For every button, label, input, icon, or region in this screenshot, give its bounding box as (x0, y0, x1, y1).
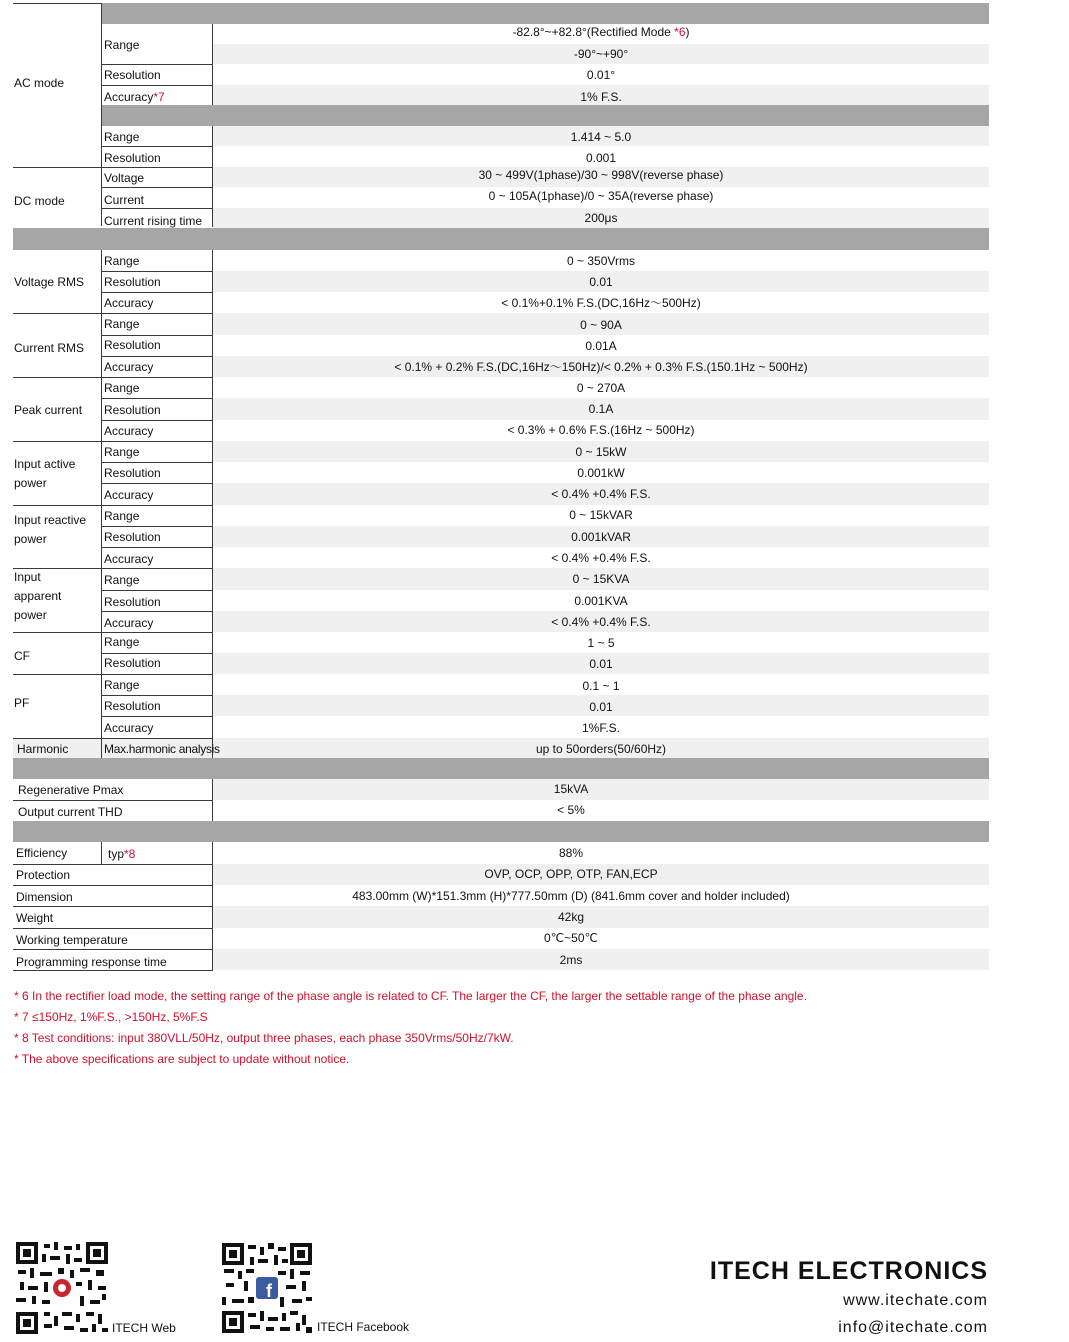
qr-code-web[interactable] (16, 1242, 108, 1334)
qr-facebook-label: ITECH Facebook (317, 1320, 410, 1334)
vrms-range-label: Range (104, 254, 140, 268)
peak-range-label: Range (104, 381, 140, 395)
apparent-range-value: 0 ~ 15KVA (572, 572, 630, 586)
table-line (101, 64, 213, 65)
efficiency-label: Efficiency (16, 846, 68, 860)
weight-value: 42kg (557, 910, 585, 924)
apparent-accuracy-label: Accuracy (104, 616, 154, 630)
cf-range-label: Range (104, 635, 140, 649)
table-line (101, 292, 213, 293)
table-line (101, 462, 213, 463)
table-line (101, 356, 213, 357)
irms-resolution-value: 0.01A (585, 339, 617, 353)
table-line (101, 716, 213, 717)
table-line (101, 420, 213, 421)
table-line (101, 335, 213, 336)
irms-accuracy-label: Accuracy (104, 360, 154, 374)
qr-code-facebook[interactable] (222, 1243, 312, 1333)
dc-rising-label: Current rising time (104, 214, 203, 228)
table-line (13, 505, 213, 506)
peak-resolution-value: 0.1A (588, 402, 614, 416)
table-line (101, 695, 213, 696)
apparent-resolution-value: 0.001KVA (574, 594, 628, 608)
table-line (13, 928, 213, 929)
company-name: ITECH ELECTRONICS (709, 1257, 988, 1285)
dimension-value: 483.00mm (W)*151.3mm (H)*777.50mm (D) (841.6mm cover and holder included) (352, 889, 790, 903)
pf-resolution-value: 0.01 (589, 700, 613, 714)
working-temperature-label: Working temperature (16, 933, 128, 947)
table-line (13, 313, 213, 314)
table-line (101, 653, 213, 654)
table-line (13, 377, 213, 378)
table-line (13, 800, 213, 801)
active-range-label: Range (104, 445, 140, 459)
dc-voltage-value: 30 ~ 499V(1phase)/30 ~ 998V(reverse phase) (478, 168, 724, 182)
section-current-rms: Current RMS (14, 341, 85, 355)
efficiency-value: 88% (558, 846, 584, 860)
table-line (101, 146, 213, 147)
cf-resolution-label: Resolution (104, 656, 161, 670)
vrms-range-value: 0 ~ 350Vrms (567, 254, 635, 268)
section-input-active-power: Input active power (14, 457, 76, 491)
vrms-accuracy-label: Accuracy (104, 296, 154, 310)
working-temperature-value: 0℃~50℃ (544, 931, 598, 945)
footnote-8: * 8 Test conditions: input 380VLL/50Hz, output three phases, each phase 350Vrms/50Hz/7kW. (14, 1031, 514, 1045)
table-line (13, 906, 213, 907)
harmonic-value: up to 50orders(50/60Hz) (535, 742, 667, 756)
pf-accuracy-label: Accuracy (104, 721, 154, 735)
qr-web-label: ITECH Web (112, 1321, 176, 1335)
dc-resolution-label: Resolution (104, 151, 161, 165)
table-line (13, 3, 102, 4)
table-line (101, 398, 213, 399)
ac-range-value-2: -90°~+90° (573, 47, 629, 61)
table-line (101, 590, 213, 591)
cf-range-value: 1 ~ 5 (587, 636, 615, 650)
vrms-accuracy-value: < 0.1%+0.1% F.S.(DC,16Hz～500Hz) (501, 296, 701, 310)
reactive-accuracy-value: < 0.4% +0.4% F.S. (551, 551, 651, 565)
irms-range-label: Range (104, 317, 140, 331)
pf-accuracy-value: 1%F.S. (581, 721, 620, 735)
header-band-general (13, 821, 989, 842)
pf-range-label: Range (104, 678, 140, 692)
apparent-resolution-label: Resolution (104, 595, 161, 609)
ac-resolution-value: 0.01° (586, 68, 616, 82)
programming-response-label: Programming response time (16, 955, 167, 969)
dc-resolution-value: 0.001 (585, 151, 617, 165)
peak-resolution-label: Resolution (104, 403, 161, 417)
vrms-resolution-value: 0.01 (589, 275, 613, 289)
regen-thd-label: Output current THD (18, 805, 123, 819)
vrms-resolution-label: Resolution (104, 275, 161, 289)
ac-resolution-label: Resolution (104, 68, 161, 82)
table-line (13, 674, 213, 675)
table-line (13, 970, 213, 971)
section-voltage-rms: Voltage RMS (14, 275, 85, 289)
table-line (13, 632, 213, 633)
weight-label: Weight (16, 911, 54, 925)
regen-thd-value: < 5% (557, 803, 585, 817)
table-line (13, 441, 213, 442)
table-line (13, 864, 213, 865)
ac-range-label: Range (104, 38, 140, 52)
active-resolution-label: Resolution (104, 466, 161, 480)
irms-resolution-label: Resolution (104, 338, 161, 352)
regen-pmax-label: Regenerative Pmax (18, 783, 124, 797)
table-line (101, 547, 213, 548)
dc-rising-value: 200μs (584, 211, 618, 225)
active-range-value: 0 ~ 15kW (575, 445, 627, 459)
footnote-mark-6: *6 (674, 25, 686, 39)
table-line (13, 949, 213, 950)
header-band-ac (102, 3, 989, 24)
dimension-label: Dimension (16, 890, 73, 904)
header-band-dc (102, 105, 989, 126)
reactive-resolution-value: 0.001kVAR (571, 530, 631, 544)
cf-resolution-value: 0.01 (589, 657, 613, 671)
footnote-7: * 7 ≤150Hz, 1%F.S., >150Hz, 5%F.S (14, 1010, 208, 1024)
active-accuracy-value: < 0.4% +0.4% F.S. (551, 487, 651, 501)
reactive-range-value: 0 ~ 15kVAR (569, 508, 633, 522)
section-harmonic: Harmonic (17, 742, 69, 756)
section-peak-current: Peak current (14, 403, 83, 417)
ac-range-value-1: -82.8°~+82.8°(Rectified Mode *6) (512, 25, 690, 39)
svg-text:f: f (266, 1281, 272, 1301)
dc-range-value: 1.414 ~ 5.0 (570, 130, 632, 144)
table-line (13, 738, 213, 739)
table-line (101, 842, 102, 864)
dc-current-value: 0 ~ 105A(1phase)/0 ~ 35A(reverse phase) (488, 189, 714, 203)
pf-resolution-label: Resolution (104, 699, 161, 713)
reactive-range-label: Range (104, 509, 140, 523)
peak-range-value: 0 ~ 270A (576, 381, 626, 395)
pf-range-value: 0.1 ~ 1 (582, 679, 620, 693)
section-input-reactive-power: Input reactive power (14, 513, 87, 547)
protection-label: Protection (16, 868, 71, 882)
dc-voltage-label: Voltage (104, 171, 145, 185)
footnote-disclaimer: * The above specifications are subject to update without notice. (14, 1052, 350, 1066)
section-ac-mode: AC mode (14, 76, 65, 90)
irms-range-value: 0 ~ 90A (580, 318, 622, 332)
table-line (101, 611, 213, 612)
table-line (101, 85, 213, 86)
email-link[interactable]: info@itechate.com (838, 1319, 988, 1336)
apparent-range-label: Range (104, 573, 140, 587)
reactive-accuracy-label: Accuracy (104, 552, 154, 566)
efficiency-sub: typ*8 (108, 847, 136, 861)
ac-accuracy-value: 1% F.S. (580, 90, 622, 104)
dc-range-label: Range (104, 130, 140, 144)
header-band-regen (13, 758, 989, 779)
table-line (101, 526, 213, 527)
table-line (101, 208, 213, 209)
protection-value: OVP, OCP, OPP, OTP, FAN,ECP (484, 867, 658, 881)
irms-accuracy-value: < 0.1% + 0.2% F.S.(DC,16Hz～150Hz)/< 0.2% + 0.3% F.S.(150.1Hz ~ 500Hz) (394, 360, 808, 374)
table-line (101, 187, 213, 188)
active-resolution-value: 0.001kW (577, 466, 625, 480)
website-link[interactable]: www.itechate.com (843, 1292, 988, 1309)
apparent-accuracy-value: < 0.4% +0.4% F.S. (551, 615, 651, 629)
section-pf: PF (14, 696, 30, 710)
table-line (101, 483, 213, 484)
reactive-resolution-label: Resolution (104, 530, 161, 544)
ac-accuracy-label: Accuracy*7 (104, 90, 165, 104)
footnote-mark-7: *7 (153, 90, 165, 104)
table-line (101, 250, 102, 758)
header-band-measure (13, 228, 989, 250)
programming-response-value: 2ms (559, 953, 583, 967)
section-input-apparent-power: Input apparent power (14, 570, 62, 623)
regen-pmax-value: 15kVA (553, 782, 589, 796)
peak-accuracy-value: < 0.3% + 0.6% F.S.(16Hz ~ 500Hz) (507, 423, 695, 437)
dc-current-label: Current (104, 193, 145, 207)
section-dc-mode: DC mode (14, 194, 65, 208)
active-accuracy-label: Accuracy (104, 488, 154, 502)
harmonic-label: Max.harmonic analysis (104, 742, 220, 756)
table-line (13, 167, 213, 168)
section-cf: CF (14, 649, 30, 663)
table-line (13, 885, 213, 886)
footnote-6: * 6 In the rectifier load mode, the setting range of the phase angle is related to CF. The larger the CF, the larger the settable range of the phase angle. (14, 989, 807, 1003)
peak-accuracy-label: Accuracy (104, 424, 154, 438)
table-line (101, 271, 213, 272)
footnote-mark-8: *8 (124, 847, 136, 861)
table-line (101, 3, 102, 226)
